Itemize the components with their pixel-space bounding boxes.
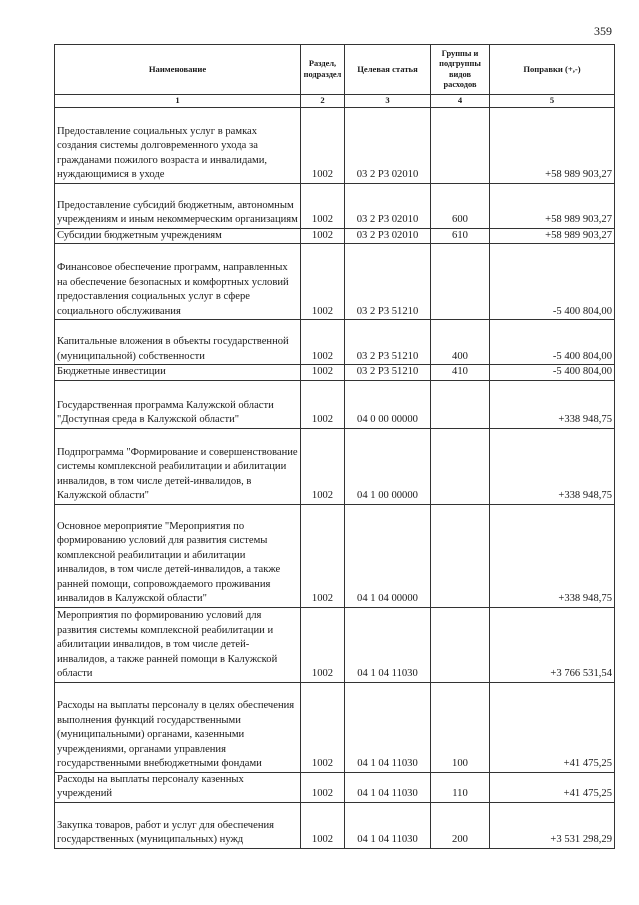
row-name: Подпрограмма "Формирование и совершенствование системы комплексной реабилитации и абилитации инвалидов, в том числе детей-инвалидов, в Калужской области" xyxy=(55,428,301,504)
row-name: Расходы на выплаты персоналу казенных учреждений xyxy=(55,772,301,802)
column-number: 5 xyxy=(490,95,615,108)
row-amount: -5 400 804,00 xyxy=(490,320,615,365)
column-number: 1 xyxy=(55,95,301,108)
table-row xyxy=(55,504,615,607)
row-group: 410 xyxy=(431,365,490,380)
row-article: 04 1 04 11030 xyxy=(345,772,431,802)
row-article: 04 1 04 11030 xyxy=(345,607,431,682)
row-amount: +58 989 903,27 xyxy=(490,228,615,243)
row-section: 1002 xyxy=(301,607,345,682)
row-name: Основное мероприятие "Мероприятия по формированию условий для развития системы комплексной реабилитации и абилитации инвалидов, в том числе детей-инвалидов, а также ранней помощи, сопровождаемого проживания инвалидов в Калужской области" xyxy=(55,504,301,607)
row-section: 1002 xyxy=(301,365,345,380)
row-group: 600 xyxy=(431,183,490,228)
column-number-row xyxy=(55,95,615,108)
row-amount: -5 400 804,00 xyxy=(490,365,615,380)
row-amount: -5 400 804,00 xyxy=(490,244,615,320)
row-group xyxy=(431,504,490,607)
row-group xyxy=(431,607,490,682)
table-row xyxy=(55,320,615,365)
table-row xyxy=(55,802,615,848)
row-name: Расходы на выплаты персоналу в целях обеспечения выполнения функций государственными (муниципальными) органами, казенными учреждениями, органами управления государственными внебюджетными фондами xyxy=(55,682,301,772)
table-row xyxy=(55,772,615,802)
row-section: 1002 xyxy=(301,320,345,365)
row-article: 03 2 P3 02010 xyxy=(345,228,431,243)
column-number: 3 xyxy=(345,95,431,108)
header-article: Целевая статья xyxy=(345,45,431,95)
row-article: 03 2 P3 02010 xyxy=(345,107,431,183)
row-amount: +338 948,75 xyxy=(490,380,615,428)
table-row xyxy=(55,107,615,183)
row-group xyxy=(431,380,490,428)
row-amount: +41 475,25 xyxy=(490,682,615,772)
row-name: Субсидии бюджетным учреждениям xyxy=(55,228,301,243)
row-article: 04 1 04 11030 xyxy=(345,682,431,772)
row-amount: +58 989 903,27 xyxy=(490,183,615,228)
row-group xyxy=(431,428,490,504)
row-article: 04 1 04 00000 xyxy=(345,504,431,607)
header-row xyxy=(55,45,615,95)
row-group: 610 xyxy=(431,228,490,243)
row-name: Предоставление субсидий бюджетным, автономным учреждениям и иным некоммерческим организациям xyxy=(55,183,301,228)
row-name: Предоставление социальных услуг в рамках создания системы долговременного ухода за гражданами пожилого возраста и инвалидами, нуждающимися в уходе xyxy=(55,107,301,183)
row-article: 03 2 P3 51210 xyxy=(345,365,431,380)
row-group: 110 xyxy=(431,772,490,802)
row-amount: +3 766 531,54 xyxy=(490,607,615,682)
row-article: 04 1 04 11030 xyxy=(345,802,431,848)
column-number: 2 xyxy=(301,95,345,108)
budget-amendments-table xyxy=(54,44,615,849)
table-row xyxy=(55,428,615,504)
row-amount: +338 948,75 xyxy=(490,428,615,504)
table-row xyxy=(55,682,615,772)
row-article: 04 1 00 00000 xyxy=(345,428,431,504)
row-section: 1002 xyxy=(301,380,345,428)
row-section: 1002 xyxy=(301,107,345,183)
row-amount: +41 475,25 xyxy=(490,772,615,802)
row-section: 1002 xyxy=(301,428,345,504)
row-amount: +3 531 298,29 xyxy=(490,802,615,848)
row-section: 1002 xyxy=(301,183,345,228)
table-row xyxy=(55,380,615,428)
row-name: Государственная программа Калужской области "Доступная среда в Калужской области" xyxy=(55,380,301,428)
row-amount: +58 989 903,27 xyxy=(490,107,615,183)
table-row xyxy=(55,607,615,682)
table-row xyxy=(55,365,615,380)
row-name: Закупка товаров, работ и услуг для обеспечения государственных (муниципальных) нужд xyxy=(55,802,301,848)
row-name: Мероприятия по формированию условий для развития системы комплексной реабилитации и абилитации инвалидов, в том числе детей-инвалидов, а также ранней помощи в Калужской области xyxy=(55,607,301,682)
header-groups: Группы и подгруппы видов расходов xyxy=(431,45,490,95)
row-article: 03 2 P3 51210 xyxy=(345,320,431,365)
row-name: Бюджетные инвестиции xyxy=(55,365,301,380)
row-section: 1002 xyxy=(301,772,345,802)
row-article: 03 2 P3 51210 xyxy=(345,244,431,320)
row-name: Капитальные вложения в объекты государственной (муниципальной) собственности xyxy=(55,320,301,365)
header-amendments: Поправки (+,-) xyxy=(490,45,615,95)
table-row xyxy=(55,244,615,320)
row-group xyxy=(431,107,490,183)
row-group xyxy=(431,244,490,320)
row-section: 1002 xyxy=(301,802,345,848)
row-group: 400 xyxy=(431,320,490,365)
table-row xyxy=(55,228,615,243)
header-section: Раздел, подраздел xyxy=(301,45,345,95)
column-number: 4 xyxy=(431,95,490,108)
row-amount: +338 948,75 xyxy=(490,504,615,607)
row-name: Финансовое обеспечение программ, направленных на обеспечение безопасных и комфортных условий предоставления социальных услуг в сфере социального обслуживания xyxy=(55,244,301,320)
row-group: 200 xyxy=(431,802,490,848)
row-article: 03 2 P3 02010 xyxy=(345,183,431,228)
row-section: 1002 xyxy=(301,244,345,320)
table-row xyxy=(55,183,615,228)
header-name: Наименование xyxy=(55,45,301,95)
row-section: 1002 xyxy=(301,682,345,772)
row-section: 1002 xyxy=(301,504,345,607)
row-section: 1002 xyxy=(301,228,345,243)
page-number: 359 xyxy=(594,24,612,38)
row-group: 100 xyxy=(431,682,490,772)
row-article: 04 0 00 00000 xyxy=(345,380,431,428)
